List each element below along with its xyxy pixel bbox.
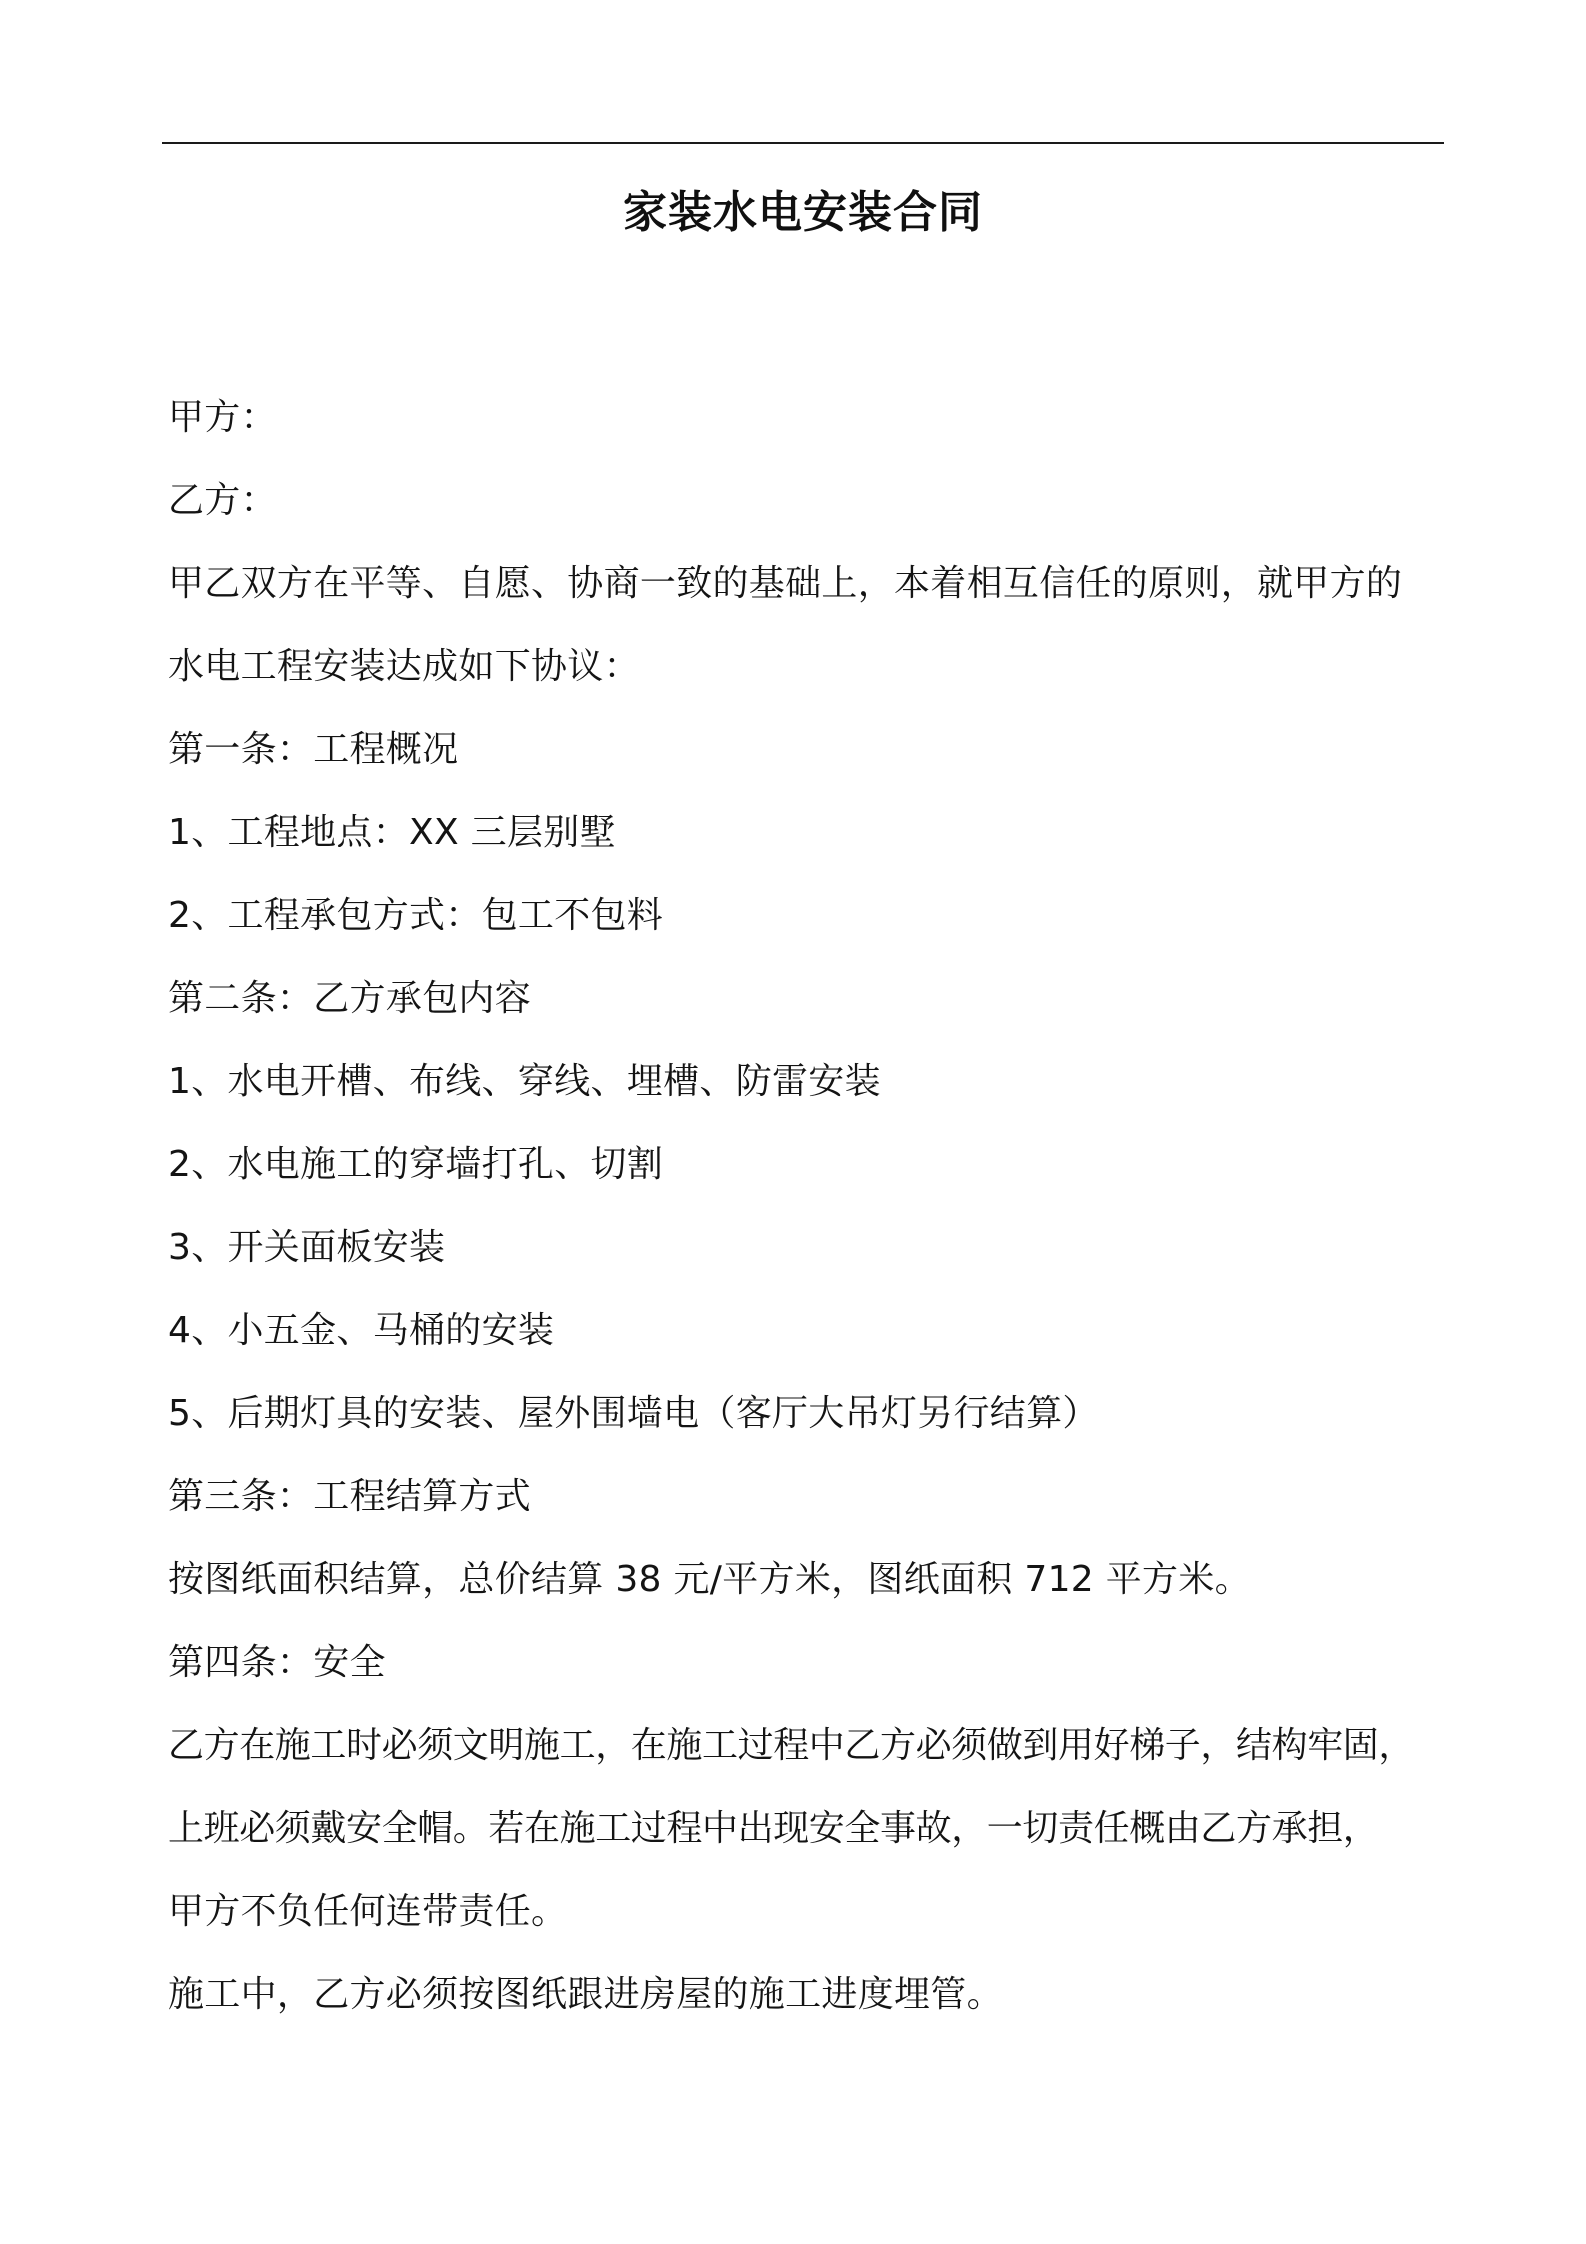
construction-note-line: 施工中，乙方必须按图纸跟进房屋的施工进度埋管。 — [168, 1974, 1003, 2015]
party-a-line: 甲方： — [168, 397, 277, 438]
article-2-item-4: 4、小五金、马桶的安装 — [168, 1310, 555, 1351]
article-4-heading: 第四条：安全 — [168, 1642, 386, 1683]
article-4-text-line-1: 乙方在施工时必须文明施工，在施工过程中乙方必须做到用好梯子，结构牢固， — [168, 1725, 1415, 1766]
article-4-text-line-2: 上班必须戴安全帽。若在施工过程中出现安全事故，一切责任概由乙方承担， — [168, 1808, 1379, 1849]
header-rule — [162, 142, 1444, 144]
article-4-text-line-3: 甲方不负任何连带责任。 — [168, 1891, 568, 1932]
article-3-heading: 第三条：工程结算方式 — [168, 1476, 532, 1517]
article-2-item-5: 5、后期灯具的安装、屋外围墙电（客厅大吊灯另行结算） — [168, 1393, 1099, 1434]
preamble-line-2: 水电工程安装达成如下协议： — [168, 646, 640, 687]
article-2-item-3: 3、开关面板安装 — [168, 1227, 446, 1268]
preamble-line-1: 甲乙双方在平等、自愿、协商一致的基础上，本着相互信任的原则，就甲方的 — [168, 563, 1403, 604]
party-b-line: 乙方： — [168, 480, 277, 521]
document-body — [168, 376, 1444, 2036]
article-1-item-1: 1、工程地点：XX 三层别墅 — [168, 812, 616, 853]
article-3-text: 按图纸面积结算，总价结算 38 元/平方米，图纸面积 712 平方米。 — [168, 1559, 1251, 1600]
article-1-heading: 第一条：工程概况 — [168, 729, 459, 770]
article-1-item-2: 2、工程承包方式：包工不包料 — [168, 895, 664, 936]
document-title: 家装水电安装合同 — [623, 187, 983, 238]
article-2-item-2: 2、水电施工的穿墙打孔、切割 — [168, 1144, 664, 1185]
article-2-heading: 第二条：乙方承包内容 — [168, 978, 532, 1019]
article-2-item-1: 1、水电开槽、布线、穿线、埋槽、防雷安装 — [168, 1061, 881, 1102]
